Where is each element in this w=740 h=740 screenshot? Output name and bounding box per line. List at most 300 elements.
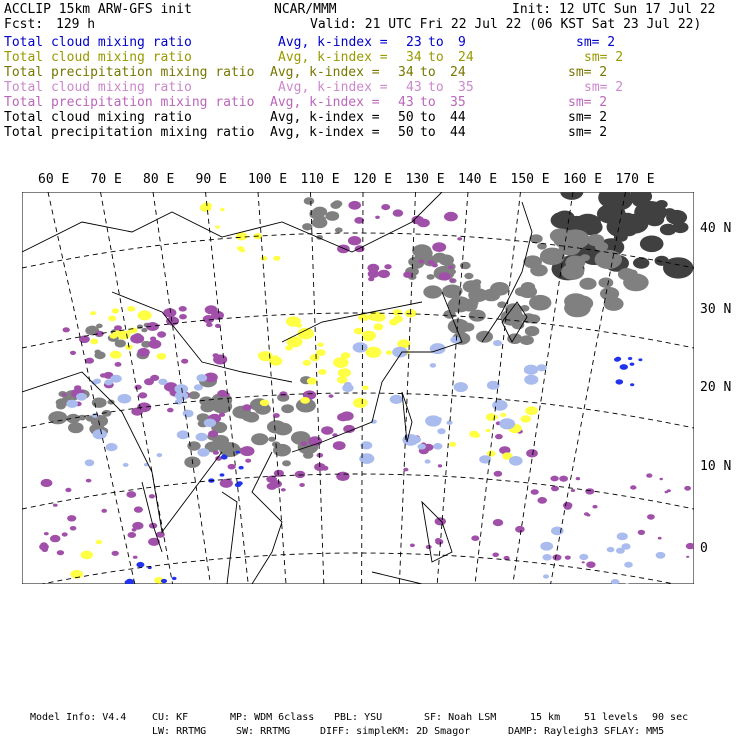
- cloud-patch: [96, 540, 102, 544]
- legend-sm: sm= 2: [568, 110, 608, 125]
- cloud-patch: [200, 204, 212, 212]
- legend-k2: 35: [458, 80, 474, 95]
- cloud-patch: [378, 270, 390, 278]
- cloud-patch: [41, 479, 53, 487]
- legend-k1: 34: [406, 50, 422, 65]
- cloud-patch: [299, 483, 305, 487]
- cloud-patch: [273, 256, 280, 261]
- cloud-patch: [281, 404, 294, 413]
- cloud-patch: [316, 349, 326, 356]
- cloud-patch: [197, 448, 209, 457]
- cloud-patch: [281, 488, 286, 491]
- cloud-patch: [213, 451, 219, 455]
- lon-label: 120 E: [353, 172, 393, 187]
- cloud-patch: [158, 379, 167, 385]
- cloud-patch: [279, 391, 287, 397]
- legend-to: to: [420, 125, 436, 140]
- legend-to: to: [420, 110, 436, 125]
- cloud-patch: [368, 270, 380, 278]
- footer-item: MP: WDM 6class: [230, 712, 315, 723]
- fcst-value: 129 h: [56, 17, 96, 32]
- footer-item: DIFF: simple: [320, 726, 393, 737]
- legend-sm: sm= 2: [584, 80, 624, 95]
- cloud-patch: [658, 537, 662, 540]
- cloud-patch: [366, 347, 382, 358]
- cloud-patch: [333, 357, 348, 368]
- cloud-patch: [542, 554, 551, 561]
- cloud-patch: [490, 282, 509, 296]
- footer-item: KM: 2D Smagor: [392, 726, 471, 737]
- cloud-patch: [127, 306, 135, 312]
- cloud-patch: [167, 408, 174, 413]
- cloud-patch: [208, 430, 218, 437]
- cloud-patch: [616, 379, 624, 384]
- cloud-patch: [435, 539, 443, 545]
- cloud-patch: [161, 579, 167, 583]
- cloud-patch: [114, 325, 122, 331]
- cloud-patch: [157, 353, 167, 360]
- cloud-patch: [531, 489, 539, 495]
- legend-sm: sm= 2: [568, 65, 608, 80]
- cloud-patch: [53, 504, 58, 507]
- cloud-patch: [121, 334, 127, 338]
- cloud-patch: [521, 282, 535, 292]
- cloud-patch: [57, 550, 64, 555]
- legend-field: Total cloud mixing ratio: [4, 50, 192, 65]
- cloud-patch: [106, 443, 118, 451]
- cloud-patch: [317, 343, 323, 347]
- cloud-patch: [507, 333, 522, 344]
- cloud-patch: [179, 314, 187, 319]
- cloud-patch: [134, 506, 143, 512]
- cloud-patch: [411, 436, 421, 443]
- cloud-patch: [390, 395, 403, 404]
- lon-label: 150 E: [510, 172, 550, 187]
- cloud-patch: [258, 352, 267, 358]
- footer-item: SF: Noah LSM: [424, 712, 497, 723]
- cloud-patch: [149, 494, 155, 498]
- cloud-patch: [66, 400, 78, 408]
- footer-item: DAMP: Rayleigh3: [508, 726, 599, 737]
- cloud-patch: [660, 478, 663, 480]
- cloud-patch: [551, 212, 575, 229]
- cloud-patch: [137, 402, 151, 412]
- legend-avg: Avg, k-index =: [278, 50, 388, 65]
- cloud-patch: [608, 221, 625, 233]
- lon-label: 130 E: [405, 172, 445, 187]
- legend-k1: 50: [398, 125, 414, 140]
- cloud-patch: [624, 562, 633, 568]
- cloud-patch: [93, 429, 107, 439]
- footer-item: Model Info: V4.4: [30, 712, 127, 723]
- cloud-patch: [494, 471, 503, 477]
- cloud-patch: [524, 365, 538, 375]
- footer-item: SFLAY: MM5: [604, 726, 665, 737]
- cloud-patch: [62, 393, 67, 397]
- cloud-patch: [337, 245, 350, 254]
- legend-k1: 23: [406, 35, 422, 50]
- footer-item: PBL: YSU: [334, 712, 383, 723]
- cloud-patch: [219, 442, 240, 457]
- cloud-patch: [495, 434, 503, 439]
- cloud-patch: [260, 400, 269, 407]
- cloud-patch: [204, 419, 216, 428]
- cloud-patch: [523, 255, 542, 268]
- cloud-patch: [526, 449, 538, 457]
- cloud-patch: [525, 326, 540, 336]
- cloud-patch: [362, 386, 369, 391]
- cloud-patch: [627, 270, 637, 277]
- cloud-patch: [333, 441, 346, 450]
- cloud-patch: [271, 427, 279, 432]
- cloud-patch: [486, 413, 497, 421]
- cloud-patch: [393, 316, 403, 323]
- cloud-patch: [450, 278, 456, 282]
- cloud-patch: [242, 413, 255, 422]
- cloud-patch: [423, 285, 442, 298]
- cloud-patch: [564, 293, 587, 309]
- cloud-patch: [565, 556, 571, 560]
- cloud-patch: [586, 561, 595, 568]
- cloud-patch: [62, 532, 68, 536]
- legend-field: Total cloud mixing ratio: [4, 80, 192, 95]
- cloud-patch: [112, 551, 119, 556]
- cloud-patch: [194, 384, 203, 390]
- cloud-patch: [76, 393, 87, 401]
- cloud-patch: [137, 348, 149, 357]
- cloud-patch: [492, 400, 507, 411]
- cloud-patch: [42, 548, 48, 553]
- cloud-patch: [337, 413, 349, 421]
- legend-sm: sm= 2: [568, 95, 608, 110]
- cloud-patch: [354, 328, 364, 335]
- cloud-patch: [464, 273, 473, 279]
- cloud-patch: [70, 526, 77, 531]
- cloud-patch: [438, 464, 442, 467]
- init-time: Init: 12 UTC Sun 17 Jul 22: [512, 2, 716, 17]
- cloud-patch: [228, 464, 236, 470]
- cloud-patch: [575, 214, 602, 233]
- cloud-patch: [307, 378, 317, 385]
- cloud-patch: [285, 345, 293, 350]
- cloud-patch: [615, 357, 621, 361]
- cloud-patch: [293, 432, 300, 437]
- cloud-patch: [86, 479, 92, 483]
- cloud-patch: [433, 443, 442, 450]
- cloud-patch: [348, 236, 361, 245]
- cloud-patch: [599, 278, 614, 288]
- cloud-patch: [179, 306, 187, 312]
- cloud-patch: [94, 379, 102, 384]
- cloud-patch: [600, 287, 619, 300]
- lon-label: 110 E: [300, 172, 340, 187]
- cloud-patch: [138, 310, 152, 320]
- cloud-patch: [205, 305, 218, 314]
- cloud-patch: [251, 433, 268, 445]
- cloud-patch: [261, 256, 268, 261]
- cloud-patch: [85, 459, 95, 466]
- cloud-patch: [141, 328, 147, 332]
- cloud-patch: [240, 446, 254, 456]
- cloud-patch: [437, 428, 445, 434]
- legend-k1: 43: [398, 95, 414, 110]
- cloud-patch: [630, 383, 634, 386]
- cloud-patch: [448, 296, 471, 312]
- cloud-patch: [617, 533, 628, 541]
- lon-label: 70 E: [90, 172, 122, 187]
- cloud-patch: [236, 451, 240, 454]
- cloud-patch: [667, 489, 671, 492]
- cloud-patch: [177, 430, 190, 439]
- cloud-patch: [321, 426, 333, 435]
- cloud-patch: [353, 342, 368, 352]
- legend-sm: sm= 2: [568, 125, 608, 140]
- cloud-patch: [144, 378, 154, 385]
- cloud-patch: [463, 280, 481, 293]
- cloud-patch: [189, 391, 200, 399]
- cloud-patch: [223, 392, 229, 397]
- cloud-patch: [499, 418, 515, 429]
- cloud-patch: [486, 429, 491, 432]
- cloud-patch: [525, 406, 538, 415]
- legend-avg: Avg, k-index =: [278, 35, 388, 50]
- cloud-patch: [427, 274, 435, 280]
- cloud-patch: [295, 471, 306, 478]
- cloud-patch: [537, 497, 547, 504]
- cloud-patch: [318, 369, 326, 375]
- lat-label: 10 N: [700, 459, 732, 474]
- cloud-patch: [343, 425, 355, 433]
- cloud-patch: [543, 574, 549, 578]
- legend-to: to: [420, 65, 436, 80]
- cloud-patch: [425, 415, 441, 426]
- cloud-patch: [571, 489, 575, 492]
- cloud-patch: [449, 442, 456, 447]
- cloud-patch: [242, 404, 251, 411]
- cloud-patch: [282, 460, 291, 466]
- legend-avg: Avg, k-index =: [270, 95, 380, 110]
- cloud-patch: [584, 512, 589, 516]
- cloud-patch: [655, 256, 669, 266]
- cloud-patch: [620, 364, 628, 370]
- lat-label: 30 N: [700, 302, 732, 317]
- cloud-patch: [172, 577, 177, 580]
- cloud-patch: [134, 385, 141, 390]
- cloud-patch: [476, 331, 493, 343]
- legend-to: to: [428, 35, 444, 50]
- cloud-patch: [664, 208, 676, 216]
- lat-label: 0: [700, 541, 708, 556]
- valid-time: Valid: 21 UTC Fri 22 Jul 22 (06 KST Sat 23 Jul 22): [310, 17, 702, 32]
- cloud-patch: [90, 339, 98, 345]
- lon-label: 140 E: [458, 172, 498, 187]
- cloud-patch: [551, 486, 559, 492]
- cloud-patch: [268, 437, 275, 442]
- cloud-patch: [183, 410, 194, 418]
- cloud-patch: [196, 374, 207, 382]
- cloud-patch: [630, 485, 636, 489]
- cloud-patch: [127, 330, 133, 334]
- cloud-patch: [364, 334, 375, 341]
- cloud-patch: [509, 456, 523, 466]
- cloud-patch: [493, 519, 503, 526]
- cloud-patch: [684, 486, 691, 491]
- cloud-patch: [374, 323, 384, 330]
- forecast-map: [22, 192, 694, 584]
- cloud-patch: [44, 532, 49, 535]
- cloud-patch: [656, 552, 666, 559]
- cloud-patch: [425, 459, 431, 463]
- cloud-patch: [403, 272, 412, 278]
- cloud-patch: [239, 466, 244, 470]
- cloud-patch: [150, 337, 156, 341]
- legend-k1: 43: [406, 80, 422, 95]
- cloud-patch: [487, 381, 500, 390]
- cloud-patch: [302, 223, 312, 230]
- footer-item: 90 sec: [652, 712, 689, 723]
- cloud-patch: [301, 441, 308, 446]
- cloud-patch: [630, 363, 635, 366]
- cloud-patch: [454, 382, 468, 392]
- cloud-patch: [561, 264, 584, 280]
- cloud-patch: [237, 481, 243, 485]
- cloud-patch: [392, 309, 402, 316]
- lon-label: 90 E: [195, 172, 227, 187]
- cloud-patch: [50, 535, 61, 542]
- cloud-patch: [473, 433, 480, 438]
- cloud-patch: [267, 483, 277, 490]
- cloud-patch: [353, 398, 368, 408]
- cloud-patch: [67, 515, 76, 521]
- cloud-patch: [132, 528, 137, 532]
- cloud-patch: [85, 358, 94, 364]
- cloud-patch: [607, 547, 615, 552]
- legend-k2: 35: [450, 95, 466, 110]
- cloud-patch: [457, 237, 462, 240]
- cloud-patch: [296, 323, 302, 327]
- cloud-patch: [384, 264, 391, 269]
- legend-k2: 9: [458, 35, 466, 50]
- cloud-patch: [130, 334, 144, 344]
- cloud-patch: [418, 444, 426, 450]
- cloud-patch: [540, 542, 553, 551]
- legend-avg: Avg, k-index =: [270, 65, 380, 80]
- cloud-patch: [469, 310, 486, 322]
- cloud-patch: [148, 340, 161, 349]
- cloud-patch: [304, 197, 315, 204]
- cloud-patch: [108, 316, 116, 322]
- cloud-patch: [595, 242, 608, 251]
- cloud-patch: [559, 476, 568, 482]
- cloud-patch: [133, 556, 138, 559]
- legend-avg: Avg, k-index =: [278, 80, 388, 95]
- cloud-patch: [335, 227, 343, 232]
- cloud-patch: [446, 421, 452, 425]
- cloud-patch: [592, 505, 597, 509]
- cloud-patch: [432, 263, 438, 267]
- cloud-patch: [430, 363, 436, 368]
- cloud-patch: [100, 373, 106, 377]
- cloud-patch: [448, 319, 470, 334]
- cloud-patch: [381, 204, 390, 210]
- cloud-patch: [68, 422, 84, 433]
- cloud-patch: [444, 212, 458, 222]
- legend-avg: Avg, k-index =: [270, 110, 380, 125]
- lat-label: 20 N: [700, 380, 732, 395]
- cloud-patch: [576, 477, 580, 480]
- cloud-patch: [338, 368, 351, 377]
- cloud-patch: [426, 545, 432, 549]
- cloud-patch: [90, 311, 96, 315]
- legend-field: Total precipitation mixing ratio: [4, 65, 255, 80]
- footer-item: 51 levels: [584, 712, 639, 723]
- cloud-patch: [493, 340, 502, 346]
- cloud-patch: [647, 514, 655, 520]
- cloud-patch: [63, 327, 70, 332]
- legend-field: Total precipitation mixing ratio: [4, 95, 255, 110]
- legend-field: Total cloud mixing ratio: [4, 35, 192, 50]
- cloud-patch: [65, 488, 71, 492]
- legend-field: Total cloud mixing ratio: [4, 110, 192, 125]
- cloud-patch: [553, 554, 562, 560]
- cloud-patch: [439, 272, 451, 280]
- cloud-patch: [219, 413, 225, 417]
- cloud-patch: [579, 278, 596, 290]
- footer-item: LW: RRTMG: [152, 726, 207, 737]
- cloud-patch: [196, 433, 208, 441]
- cloud-patch: [579, 554, 588, 560]
- cloud-patch: [393, 209, 404, 216]
- cloud-patch: [70, 351, 76, 355]
- cloud-patch: [640, 236, 664, 253]
- cloud-patch: [500, 413, 506, 417]
- footer-item: SW: RRTMG: [236, 726, 291, 737]
- cloud-patch: [660, 224, 676, 236]
- cloud-patch: [110, 375, 121, 383]
- legend-sm: sm= 2: [576, 35, 616, 50]
- cloud-patch: [123, 463, 129, 467]
- cloud-patch: [336, 472, 349, 481]
- cloud-patch: [435, 517, 446, 525]
- cloud-patch: [92, 398, 107, 408]
- cloud-patch: [348, 201, 361, 210]
- cloud-patch: [580, 254, 590, 261]
- legend-k1: 34: [398, 65, 414, 80]
- cloud-patch: [638, 358, 642, 361]
- cloud-patch: [125, 580, 130, 584]
- cloud-patch: [220, 208, 224, 211]
- cloud-patch: [628, 357, 632, 360]
- legend-to: to: [428, 50, 444, 65]
- footer-item: CU: KF: [152, 712, 189, 723]
- legend-field: Total precipitation mixing ratio: [4, 125, 255, 140]
- cloud-patch: [342, 384, 353, 392]
- cloud-patch: [136, 562, 144, 568]
- cloud-patch: [318, 216, 326, 222]
- cloud-patch: [638, 530, 645, 535]
- map-title: ACCLIP 15km ARW-GFS init: [4, 2, 192, 17]
- cloud-patch: [448, 265, 453, 269]
- cloud-patch: [460, 262, 471, 270]
- cloud-patch: [550, 476, 558, 482]
- cloud-patch: [656, 200, 668, 208]
- cloud-patch: [110, 351, 122, 359]
- cloud-patch: [410, 544, 415, 548]
- cloud-patch: [686, 556, 689, 558]
- cloud-patch: [206, 323, 213, 328]
- fcst-label: Fcst:: [4, 17, 44, 32]
- cloud-patch: [521, 415, 532, 422]
